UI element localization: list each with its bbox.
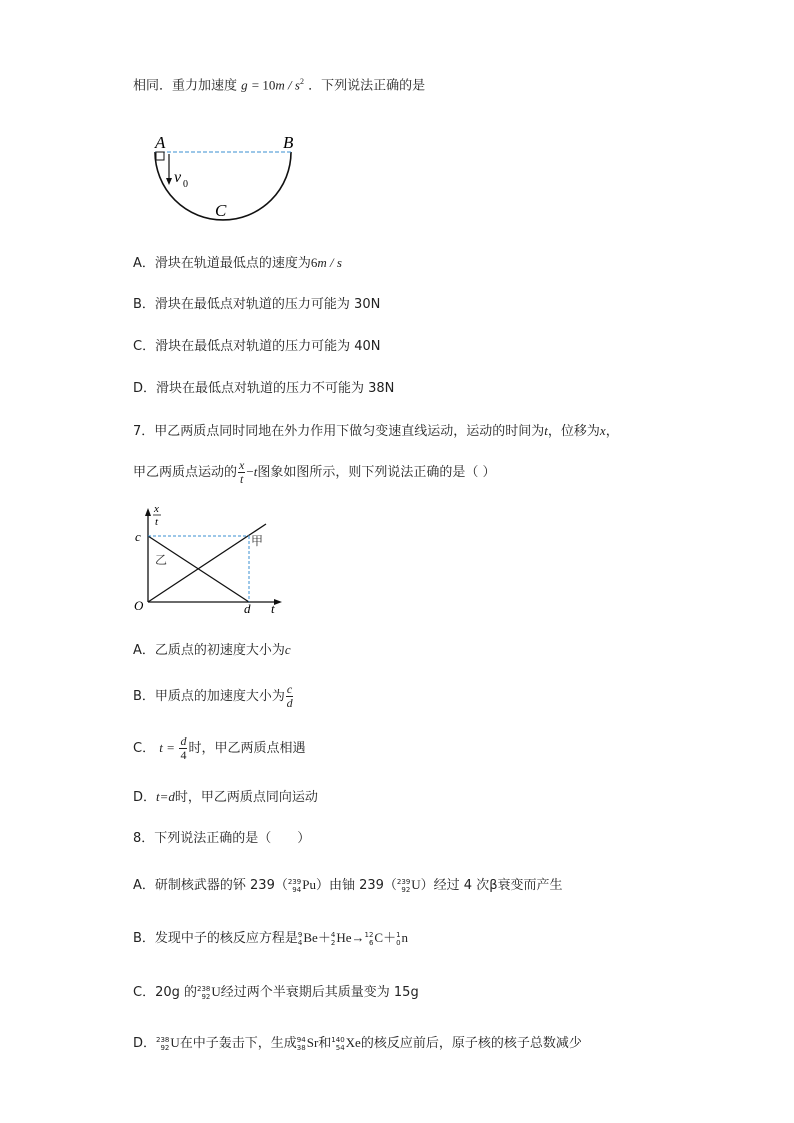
q7-dash: −: [246, 464, 254, 479]
frac-num: d: [180, 734, 187, 748]
label-c-axis: c: [135, 529, 141, 544]
q7-option-d-expr: t=d: [156, 789, 175, 804]
q7-t2-symbol: t: [253, 464, 258, 479]
q8-option-b: [133, 928, 408, 949]
q7-option-d-text: 时，甲乙两质点同向运动: [174, 790, 318, 805]
pu-symbol: Pu: [302, 877, 316, 892]
q7-option-d: [133, 787, 318, 808]
atomic-number: 4: [297, 938, 303, 947]
label-v0-subscript: 0: [183, 179, 188, 190]
q7-option-c-fraction: [179, 735, 187, 762]
label-c: C: [215, 201, 227, 220]
q8-c-text2: 经过两个半衰期后其质量变为 15g: [220, 985, 419, 1000]
he-nuclide-numbers: [331, 931, 335, 947]
x-axis-arrow: [274, 599, 282, 605]
q6-option-a-text: A．滑块在轨道最低点的速度为: [133, 256, 311, 271]
mass-number: 238: [156, 1035, 170, 1044]
q7-line1-end: ，: [605, 424, 619, 439]
q8-stem: 8．下列说法正确的是（ ）: [133, 831, 311, 846]
slider-block: [156, 152, 164, 160]
mass-number: 94: [296, 1035, 306, 1044]
y-axis-arrow: [145, 508, 151, 516]
q7-option-b-text: B．甲质点的加速度大小为: [133, 689, 285, 704]
velocity-arrowhead: [166, 178, 172, 185]
q7-option-b: [133, 682, 294, 712]
y-label-den: t: [155, 516, 159, 528]
n-symbol: n: [401, 930, 409, 945]
atomic-number: 92: [401, 885, 411, 894]
q8-a-text1: A．研制核武器的钚 239（: [133, 878, 288, 893]
mass-number: 9: [297, 930, 303, 939]
xe-symbol: Xe: [345, 1035, 361, 1050]
atomic-number: 38: [296, 1043, 306, 1052]
mass-number: 239: [396, 877, 411, 886]
label-d: d: [244, 601, 251, 616]
frac-num: c: [286, 682, 293, 696]
q7-line1-prefix: 7．甲乙两质点同时同地在外力作用下做匀变速直线运动，运动的时间为: [133, 424, 545, 439]
intro-prefix: 相同．重力加速度: [133, 78, 238, 94]
mass-number: 12: [364, 930, 374, 939]
label-a: A: [155, 133, 166, 152]
track-figure: [145, 128, 305, 228]
atomic-number: 94: [292, 885, 302, 894]
label-b: B: [283, 133, 294, 152]
label-v0: v: [174, 169, 182, 186]
n-nuclide-numbers: [396, 931, 400, 947]
mass-number: 1: [396, 930, 401, 939]
atomic-number: 0: [396, 938, 401, 947]
label-yi: 乙: [155, 553, 168, 567]
q7-option-c-t: t: [159, 740, 163, 755]
be-symbol: Be＋: [303, 930, 331, 945]
q8-d-text2: 和: [318, 1036, 332, 1051]
q6-option-a-value: 6: [310, 255, 318, 270]
q7-option-c: [133, 733, 305, 764]
q8-d-label: D．: [133, 1036, 157, 1051]
q8-b-text1: B．发现中子的核反应方程是: [133, 931, 298, 946]
q7-option-d-label: D．: [133, 790, 157, 805]
u238-nuclide-numbers: [156, 1036, 169, 1052]
u-symbol: U: [211, 984, 221, 999]
q6-option-b: B．滑块在最低点对轨道的压力可能为 30N: [133, 297, 381, 312]
u238-nuclide-numbers: [197, 985, 210, 1001]
c-nuclide-numbers: [364, 931, 373, 947]
atomic-number: 92: [160, 1043, 170, 1052]
label-t-axis: t: [271, 601, 275, 616]
u239-nuclide-numbers: [397, 878, 410, 894]
q7-xt-fraction: [238, 459, 245, 486]
u-symbol: U: [411, 877, 421, 892]
label-jia: 甲: [251, 534, 264, 548]
q7-line1-mid: ，位移为: [547, 424, 600, 439]
mass-number: 238: [197, 984, 211, 993]
q7-option-c-eq: =: [166, 740, 175, 755]
atomic-number: 2: [330, 938, 336, 947]
q6-option-a: [133, 253, 342, 274]
label-origin: O: [134, 598, 144, 613]
q7-option-c-label: C．: [133, 741, 156, 756]
q7-line2-prefix: 甲乙两质点运动的: [133, 465, 238, 480]
c-symbol: C＋: [374, 930, 397, 945]
mass-number: 239: [287, 877, 302, 886]
frac-den: t: [240, 472, 244, 486]
q8-d-text1: 在中子轰击下，生成: [179, 1036, 297, 1051]
q8-option-c: [133, 982, 419, 1003]
atomic-number: 54: [335, 1043, 345, 1052]
q7-option-a-c: c: [284, 642, 291, 657]
frac-num: x: [239, 458, 245, 472]
atomic-number: 92: [201, 992, 211, 1001]
q7-x-symbol: x: [599, 423, 606, 438]
atomic-number: 6: [368, 938, 374, 947]
q8-d-text3: 的核反应前后，原子核的核子总数减少: [360, 1036, 582, 1051]
q6-option-c: C．滑块在最低点对轨道的压力可能为 40N: [133, 339, 381, 354]
he-symbol: He→: [336, 930, 365, 945]
sr-symbol: Sr: [306, 1035, 319, 1050]
q8-option-d: [133, 1033, 582, 1054]
mass-number: 4: [330, 930, 336, 939]
intro-line: [133, 72, 425, 96]
q7-option-a-text: A．乙质点的初速度大小为: [133, 643, 285, 658]
frac-den: d: [286, 696, 293, 710]
u-symbol: U: [170, 1035, 180, 1050]
q7-line2-suffix: 图象如图所示，则下列说法正确的是（ ）: [257, 465, 496, 480]
pu-nuclide-numbers: [288, 878, 301, 894]
mass-number: 140: [331, 1035, 345, 1044]
g-unit: m / s: [275, 77, 300, 93]
xe-nuclide-numbers: [331, 1036, 344, 1052]
xt-graph-figure: [128, 500, 288, 618]
g-symbol: g: [241, 77, 248, 93]
y-label-num: x: [154, 503, 159, 515]
q7-option-b-fraction: [286, 683, 293, 710]
q7-stem-line1: [133, 421, 619, 442]
q8-a-text3: ）经过 4 次β衰变而产生: [420, 878, 563, 893]
q8-c-text1: C．20g 的: [133, 985, 198, 1000]
frac-den: 4: [180, 748, 187, 762]
q7-stem-line2: [133, 458, 495, 487]
intro-suffix: ．下列说法正确的是: [308, 78, 426, 94]
q8-option-a: [133, 875, 563, 896]
q8-a-text2: ）由铀 239（: [315, 878, 397, 893]
g-value: = 10: [251, 77, 276, 93]
sr-nuclide-numbers: [297, 1036, 306, 1052]
q7-option-a: [133, 640, 291, 661]
q6-option-d: D．滑块在最低点对轨道的压力不可能为 38N: [133, 381, 395, 396]
g-exponent: 2: [299, 77, 304, 86]
q7-option-c-text: 时，甲乙两质点相遇: [188, 741, 306, 756]
q6-option-a-unit: m / s: [317, 255, 342, 270]
q7-t-symbol: t: [544, 423, 548, 438]
be-nuclide-numbers: [298, 931, 302, 947]
